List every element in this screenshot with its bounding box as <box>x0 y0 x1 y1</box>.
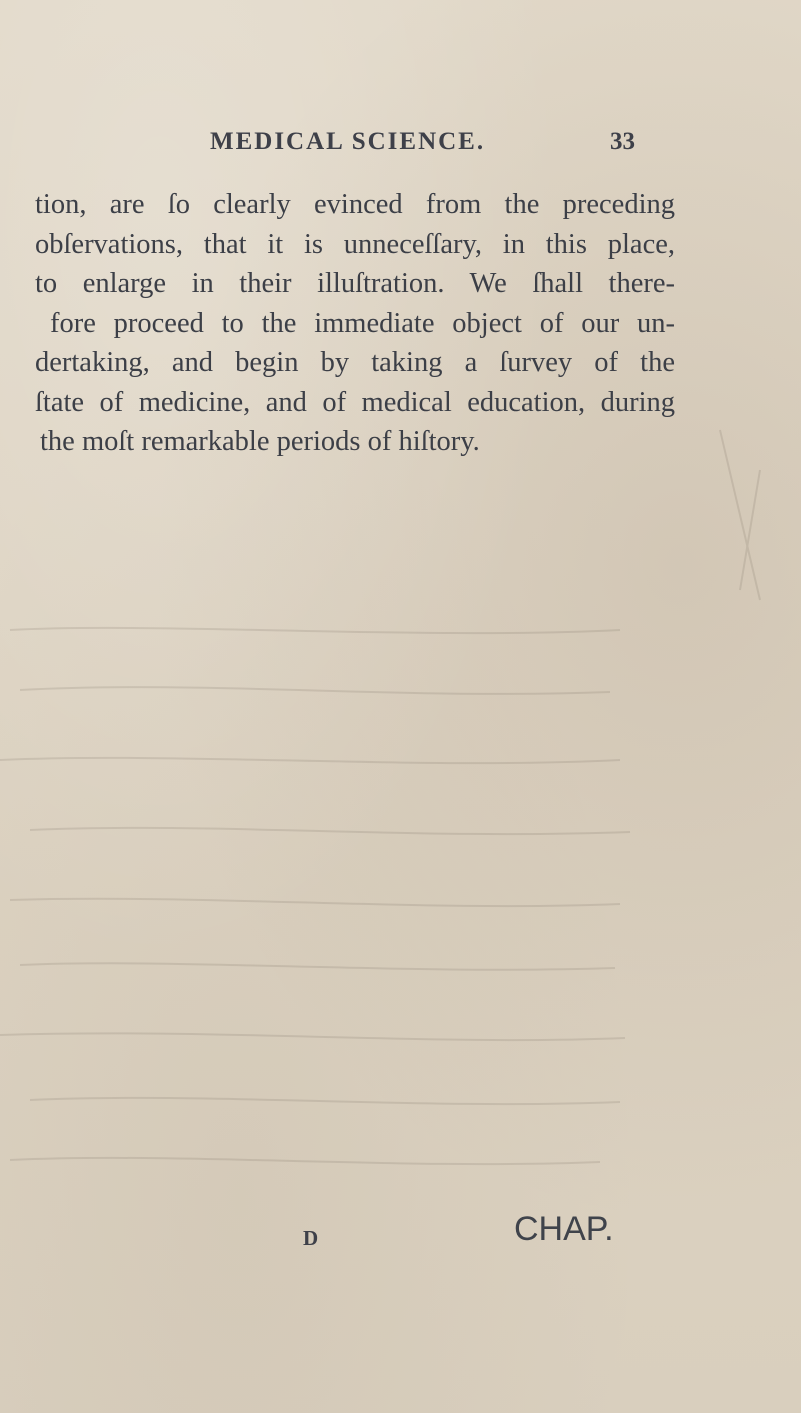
text-line: fore proceed to the immediate object of our un- <box>50 307 675 339</box>
text-line: dertaking, and begin by taking a ſurvey of the <box>35 347 675 378</box>
running-title: MEDICAL SCIENCE. <box>210 128 486 155</box>
text-line: the moſt remarkable periods of hiſtory. <box>40 426 480 457</box>
body-text <box>35 185 675 462</box>
text-line: to enlarge in their illuſtration. We ſhall there- <box>35 268 675 299</box>
catchword: CHAP. <box>514 1210 614 1248</box>
text-line: ſtate of medicine, and of medical education, during <box>35 386 675 418</box>
page-number: 33 <box>610 128 635 155</box>
signature-mark: D <box>303 1226 319 1250</box>
text-line: obſervations, that it is unneceſſary, in this place, <box>35 228 675 260</box>
running-head <box>210 128 635 168</box>
text-line: tion, are ſo clearly evinced from the preceding <box>35 189 675 220</box>
